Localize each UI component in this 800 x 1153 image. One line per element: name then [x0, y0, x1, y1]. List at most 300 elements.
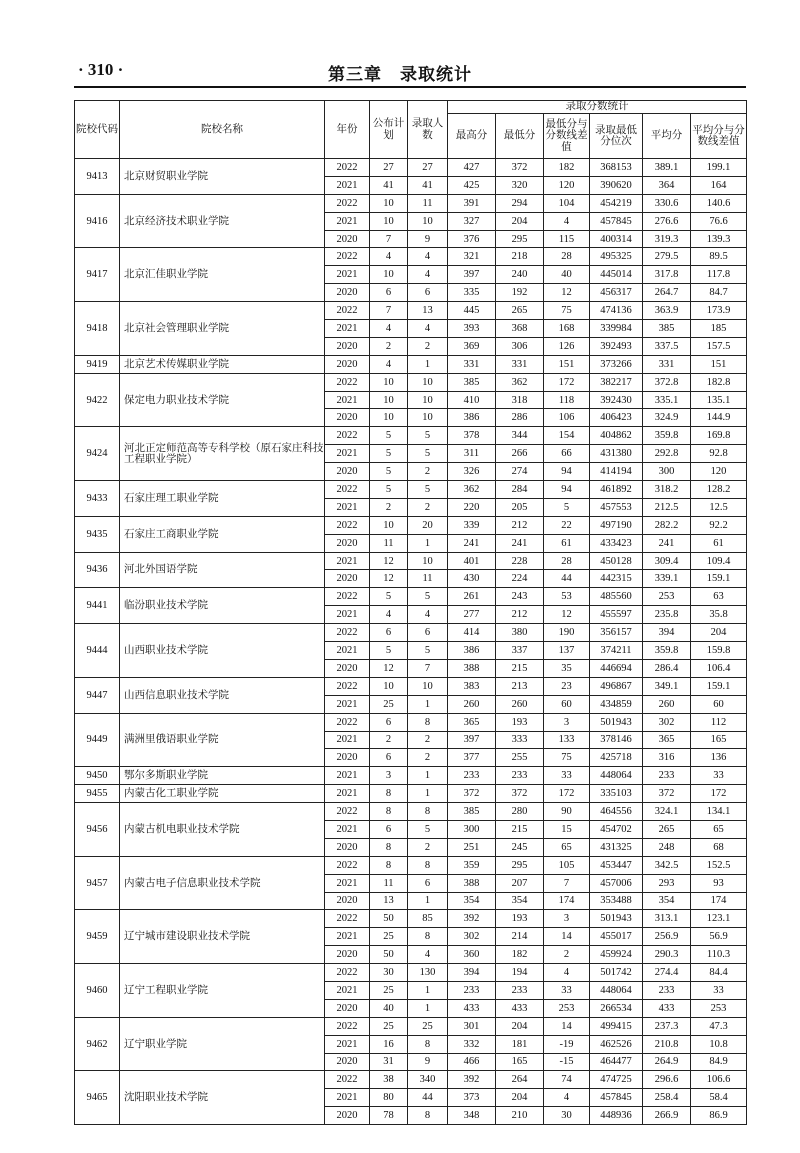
min-rank-cell: 501943 — [590, 910, 643, 928]
min-rank-cell: 454219 — [590, 194, 643, 212]
plan-cell: 50 — [370, 910, 408, 928]
school-name: 北京财贸职业学院 — [120, 159, 325, 195]
year-cell: 2021 — [325, 320, 370, 338]
admitted-cell: 2 — [408, 749, 448, 767]
min-rank-cell: 373266 — [590, 355, 643, 373]
min-score-cell: 295 — [496, 230, 544, 248]
max-score-cell: 388 — [448, 874, 496, 892]
min-score-cell: 204 — [496, 1017, 544, 1035]
max-score-cell: 277 — [448, 606, 496, 624]
col-header-avg: 平均分 — [643, 114, 691, 159]
max-score-cell: 261 — [448, 588, 496, 606]
max-score-cell: 233 — [448, 981, 496, 999]
plan-cell: 13 — [370, 892, 408, 910]
admitted-cell: 10 — [408, 409, 448, 427]
avg-diff-cell: 84.9 — [691, 1053, 747, 1071]
min-rank-cell: 382217 — [590, 373, 643, 391]
min-score-cell: 205 — [496, 498, 544, 516]
year-cell: 2020 — [325, 409, 370, 427]
avg-score-cell: 256.9 — [643, 928, 691, 946]
school-code: 9436 — [75, 552, 120, 588]
col-header-year: 年份 — [325, 101, 370, 159]
admitted-cell: 9 — [408, 1053, 448, 1071]
plan-cell: 16 — [370, 1035, 408, 1053]
max-score-cell: 378 — [448, 427, 496, 445]
avg-score-cell: 319.3 — [643, 230, 691, 248]
admitted-cell: 2 — [408, 731, 448, 749]
school-name: 北京社会管理职业学院 — [120, 302, 325, 356]
admitted-cell: 9 — [408, 230, 448, 248]
avg-diff-cell: 106.4 — [691, 659, 747, 677]
col-header-min: 最低分 — [496, 114, 544, 159]
min-score-cell: 333 — [496, 731, 544, 749]
avg-diff-cell: 58.4 — [691, 1089, 747, 1107]
plan-cell: 4 — [370, 248, 408, 266]
plan-cell: 10 — [370, 212, 408, 230]
plan-cell: 31 — [370, 1053, 408, 1071]
plan-cell: 30 — [370, 964, 408, 982]
min-rank-cell: 266534 — [590, 999, 643, 1017]
avg-diff-cell: 68 — [691, 838, 747, 856]
avg-diff-cell: 159.1 — [691, 570, 747, 588]
plan-cell: 8 — [370, 856, 408, 874]
school-code: 9419 — [75, 355, 120, 373]
school-name: 辽宁工程职业学院 — [120, 964, 325, 1018]
min-score-cell: 193 — [496, 713, 544, 731]
max-score-cell: 365 — [448, 713, 496, 731]
min-score-cell: 362 — [496, 373, 544, 391]
school-code: 9416 — [75, 194, 120, 248]
year-cell: 2020 — [325, 534, 370, 552]
avg-score-cell: 282.2 — [643, 516, 691, 534]
admitted-cell: 5 — [408, 820, 448, 838]
min-rank-cell: 374211 — [590, 642, 643, 660]
avg-diff-cell: 159.1 — [691, 677, 747, 695]
col-header-admitted: 录取人数 — [408, 101, 448, 159]
min-rank-cell: 368153 — [590, 159, 643, 177]
table-row — [75, 803, 747, 821]
min-rank-cell: 425718 — [590, 749, 643, 767]
year-cell: 2020 — [325, 838, 370, 856]
school-name: 石家庄理工职业学院 — [120, 481, 325, 517]
year-cell: 2020 — [325, 946, 370, 964]
min-diff-cell: 75 — [544, 749, 590, 767]
avg-score-cell: 363.9 — [643, 302, 691, 320]
year-cell: 2021 — [325, 445, 370, 463]
min-diff-cell: 182 — [544, 159, 590, 177]
year-cell: 2022 — [325, 910, 370, 928]
year-cell: 2021 — [325, 981, 370, 999]
avg-score-cell: 235.8 — [643, 606, 691, 624]
max-score-cell: 302 — [448, 928, 496, 946]
avg-diff-cell: 61 — [691, 534, 747, 552]
year-cell: 2020 — [325, 230, 370, 248]
max-score-cell: 373 — [448, 1089, 496, 1107]
admitted-cell: 44 — [408, 1089, 448, 1107]
avg-score-cell: 253 — [643, 588, 691, 606]
avg-score-cell: 318.2 — [643, 481, 691, 499]
min-diff-cell: 14 — [544, 928, 590, 946]
avg-diff-cell: 35.8 — [691, 606, 747, 624]
year-cell: 2021 — [325, 928, 370, 946]
admitted-cell: 8 — [408, 803, 448, 821]
avg-score-cell: 292.8 — [643, 445, 691, 463]
plan-cell: 3 — [370, 767, 408, 785]
min-diff-cell: 104 — [544, 194, 590, 212]
min-score-cell: 214 — [496, 928, 544, 946]
min-rank-cell: 464556 — [590, 803, 643, 821]
avg-score-cell: 258.4 — [643, 1089, 691, 1107]
min-rank-cell: 457845 — [590, 1089, 643, 1107]
avg-diff-cell: 60 — [691, 695, 747, 713]
avg-score-cell: 264.9 — [643, 1053, 691, 1071]
min-diff-cell: 23 — [544, 677, 590, 695]
admitted-cell: 41 — [408, 176, 448, 194]
plan-cell: 4 — [370, 606, 408, 624]
year-cell: 2020 — [325, 749, 370, 767]
table-row — [75, 677, 747, 695]
min-score-cell: 320 — [496, 176, 544, 194]
min-score-cell: 233 — [496, 767, 544, 785]
col-header-name: 院校名称 — [120, 101, 325, 159]
avg-diff-cell: 152.5 — [691, 856, 747, 874]
avg-diff-cell: 204 — [691, 624, 747, 642]
avg-diff-cell: 47.3 — [691, 1017, 747, 1035]
admitted-cell: 8 — [408, 1107, 448, 1125]
table-row — [75, 516, 747, 534]
min-diff-cell: 28 — [544, 248, 590, 266]
min-rank-cell: 457845 — [590, 212, 643, 230]
table-row — [75, 481, 747, 499]
min-diff-cell: -19 — [544, 1035, 590, 1053]
school-code: 9441 — [75, 588, 120, 624]
max-score-cell: 311 — [448, 445, 496, 463]
year-cell: 2020 — [325, 1053, 370, 1071]
min-score-cell: 165 — [496, 1053, 544, 1071]
min-diff-cell: 12 — [544, 284, 590, 302]
min-diff-cell: 66 — [544, 445, 590, 463]
min-score-cell: 207 — [496, 874, 544, 892]
min-diff-cell: 15 — [544, 820, 590, 838]
min-diff-cell: 3 — [544, 910, 590, 928]
max-score-cell: 335 — [448, 284, 496, 302]
year-cell: 2021 — [325, 695, 370, 713]
max-score-cell: 430 — [448, 570, 496, 588]
min-rank-cell: 356157 — [590, 624, 643, 642]
min-rank-cell: 485560 — [590, 588, 643, 606]
min-score-cell: 284 — [496, 481, 544, 499]
min-rank-cell: 442315 — [590, 570, 643, 588]
max-score-cell: 397 — [448, 731, 496, 749]
admitted-cell: 1 — [408, 892, 448, 910]
plan-cell: 5 — [370, 445, 408, 463]
avg-score-cell: 337.5 — [643, 337, 691, 355]
admitted-cell: 6 — [408, 624, 448, 642]
max-score-cell: 360 — [448, 946, 496, 964]
year-cell: 2022 — [325, 516, 370, 534]
min-score-cell: 372 — [496, 159, 544, 177]
min-rank-cell: 453447 — [590, 856, 643, 874]
table-row — [75, 427, 747, 445]
admitted-cell: 5 — [408, 588, 448, 606]
max-score-cell: 359 — [448, 856, 496, 874]
avg-diff-cell: 199.1 — [691, 159, 747, 177]
avg-score-cell: 372 — [643, 785, 691, 803]
max-score-cell: 369 — [448, 337, 496, 355]
year-cell: 2022 — [325, 248, 370, 266]
group-header-scores: 录取分数统计 — [448, 101, 747, 114]
avg-diff-cell: 92.8 — [691, 445, 747, 463]
admitted-cell: 8 — [408, 1035, 448, 1053]
min-rank-cell: 474725 — [590, 1071, 643, 1089]
school-name: 辽宁职业学院 — [120, 1017, 325, 1071]
min-diff-cell: 30 — [544, 1107, 590, 1125]
plan-cell: 10 — [370, 516, 408, 534]
min-diff-cell: 94 — [544, 463, 590, 481]
avg-score-cell: 309.4 — [643, 552, 691, 570]
min-diff-cell: 7 — [544, 874, 590, 892]
avg-score-cell: 293 — [643, 874, 691, 892]
avg-score-cell: 212.5 — [643, 498, 691, 516]
min-score-cell: 245 — [496, 838, 544, 856]
avg-score-cell: 233 — [643, 767, 691, 785]
min-diff-cell: 133 — [544, 731, 590, 749]
admitted-cell: 6 — [408, 284, 448, 302]
admitted-cell: 4 — [408, 248, 448, 266]
year-cell: 2022 — [325, 964, 370, 982]
avg-score-cell: 233 — [643, 981, 691, 999]
avg-diff-cell: 134.1 — [691, 803, 747, 821]
admitted-cell: 1 — [408, 981, 448, 999]
max-score-cell: 392 — [448, 910, 496, 928]
avg-score-cell: 316 — [643, 749, 691, 767]
year-cell: 2020 — [325, 463, 370, 481]
min-diff-cell: 90 — [544, 803, 590, 821]
avg-diff-cell: 33 — [691, 981, 747, 999]
plan-cell: 25 — [370, 981, 408, 999]
max-score-cell: 393 — [448, 320, 496, 338]
school-name: 内蒙古机电职业技术学院 — [120, 803, 325, 857]
min-diff-cell: 74 — [544, 1071, 590, 1089]
school-code: 9465 — [75, 1071, 120, 1125]
school-name: 山西信息职业技术学院 — [120, 677, 325, 713]
avg-score-cell: 210.8 — [643, 1035, 691, 1053]
min-diff-cell: 14 — [544, 1017, 590, 1035]
max-score-cell: 425 — [448, 176, 496, 194]
avg-score-cell: 290.3 — [643, 946, 691, 964]
avg-diff-cell: 151 — [691, 355, 747, 373]
plan-cell: 4 — [370, 355, 408, 373]
min-diff-cell: 60 — [544, 695, 590, 713]
min-score-cell: 266 — [496, 445, 544, 463]
max-score-cell: 339 — [448, 516, 496, 534]
year-cell: 2021 — [325, 176, 370, 194]
avg-score-cell: 276.6 — [643, 212, 691, 230]
min-score-cell: 280 — [496, 803, 544, 821]
school-code: 9444 — [75, 624, 120, 678]
school-name: 北京经济技术职业学院 — [120, 194, 325, 248]
plan-cell: 10 — [370, 194, 408, 212]
avg-score-cell: 274.4 — [643, 964, 691, 982]
avg-diff-cell: 159.8 — [691, 642, 747, 660]
min-rank-cell: 499415 — [590, 1017, 643, 1035]
min-diff-cell: 118 — [544, 391, 590, 409]
plan-cell: 40 — [370, 999, 408, 1017]
min-diff-cell: 35 — [544, 659, 590, 677]
min-rank-cell: 496867 — [590, 677, 643, 695]
min-rank-cell: 497190 — [590, 516, 643, 534]
max-score-cell: 383 — [448, 677, 496, 695]
min-score-cell: 274 — [496, 463, 544, 481]
min-diff-cell: 4 — [544, 1089, 590, 1107]
school-name: 河北外国语学院 — [120, 552, 325, 588]
avg-diff-cell: 65 — [691, 820, 747, 838]
min-score-cell: 204 — [496, 212, 544, 230]
min-diff-cell: 253 — [544, 999, 590, 1017]
min-diff-cell: 4 — [544, 212, 590, 230]
school-name: 北京汇佳职业学院 — [120, 248, 325, 302]
min-rank-cell: 431325 — [590, 838, 643, 856]
min-diff-cell: 172 — [544, 785, 590, 803]
school-name: 满洲里俄语职业学院 — [120, 713, 325, 767]
avg-diff-cell: 139.3 — [691, 230, 747, 248]
plan-cell: 2 — [370, 498, 408, 516]
max-score-cell: 414 — [448, 624, 496, 642]
admitted-cell: 5 — [408, 481, 448, 499]
plan-cell: 38 — [370, 1071, 408, 1089]
admitted-cell: 5 — [408, 445, 448, 463]
admission-statistics-table — [74, 100, 747, 1125]
avg-score-cell: 296.6 — [643, 1071, 691, 1089]
avg-diff-cell: 157.5 — [691, 337, 747, 355]
min-score-cell: 241 — [496, 534, 544, 552]
school-name: 内蒙古电子信息职业技术学院 — [120, 856, 325, 910]
plan-cell: 25 — [370, 695, 408, 713]
avg-score-cell: 266.9 — [643, 1107, 691, 1125]
min-diff-cell: 168 — [544, 320, 590, 338]
max-score-cell: 433 — [448, 999, 496, 1017]
admitted-cell: 340 — [408, 1071, 448, 1089]
header-rule — [74, 86, 746, 88]
avg-score-cell: 335.1 — [643, 391, 691, 409]
min-score-cell: 233 — [496, 981, 544, 999]
school-code: 9433 — [75, 481, 120, 517]
min-score-cell: 260 — [496, 695, 544, 713]
min-score-cell: 181 — [496, 1035, 544, 1053]
plan-cell: 80 — [370, 1089, 408, 1107]
plan-cell: 5 — [370, 642, 408, 660]
min-diff-cell: 3 — [544, 713, 590, 731]
min-diff-cell: 172 — [544, 373, 590, 391]
year-cell: 2021 — [325, 606, 370, 624]
admitted-cell: 10 — [408, 212, 448, 230]
year-cell: 2022 — [325, 713, 370, 731]
min-rank-cell: 454702 — [590, 820, 643, 838]
avg-diff-cell: 93 — [691, 874, 747, 892]
avg-diff-cell: 253 — [691, 999, 747, 1017]
avg-diff-cell: 128.2 — [691, 481, 747, 499]
min-score-cell: 318 — [496, 391, 544, 409]
plan-cell: 50 — [370, 946, 408, 964]
col-header-avg-diff: 平均分与分数线差值 — [691, 114, 747, 159]
admitted-cell: 10 — [408, 391, 448, 409]
admitted-cell: 1 — [408, 999, 448, 1017]
admitted-cell: 10 — [408, 677, 448, 695]
min-diff-cell: 190 — [544, 624, 590, 642]
admitted-cell: 20 — [408, 516, 448, 534]
year-cell: 2021 — [325, 785, 370, 803]
min-rank-cell: 462526 — [590, 1035, 643, 1053]
max-score-cell: 241 — [448, 534, 496, 552]
min-diff-cell: 174 — [544, 892, 590, 910]
min-score-cell: 337 — [496, 642, 544, 660]
school-code: 9418 — [75, 302, 120, 356]
admitted-cell: 5 — [408, 642, 448, 660]
avg-score-cell: 324.1 — [643, 803, 691, 821]
min-rank-cell: 464477 — [590, 1053, 643, 1071]
table-row — [75, 1017, 747, 1035]
min-rank-cell: 445014 — [590, 266, 643, 284]
avg-score-cell: 286.4 — [643, 659, 691, 677]
max-score-cell: 332 — [448, 1035, 496, 1053]
avg-diff-cell: 86.9 — [691, 1107, 747, 1125]
max-score-cell: 327 — [448, 212, 496, 230]
avg-diff-cell: 135.1 — [691, 391, 747, 409]
avg-diff-cell: 173.9 — [691, 302, 747, 320]
plan-cell: 5 — [370, 427, 408, 445]
avg-diff-cell: 56.9 — [691, 928, 747, 946]
min-score-cell: 215 — [496, 659, 544, 677]
year-cell: 2022 — [325, 427, 370, 445]
admitted-cell: 25 — [408, 1017, 448, 1035]
plan-cell: 2 — [370, 731, 408, 749]
year-cell: 2021 — [325, 874, 370, 892]
avg-score-cell: 359.8 — [643, 642, 691, 660]
min-rank-cell: 448936 — [590, 1107, 643, 1125]
admitted-cell: 8 — [408, 856, 448, 874]
min-score-cell: 213 — [496, 677, 544, 695]
plan-cell: 78 — [370, 1107, 408, 1125]
school-code: 9460 — [75, 964, 120, 1018]
min-rank-cell: 459924 — [590, 946, 643, 964]
min-rank-cell: 431380 — [590, 445, 643, 463]
plan-cell: 6 — [370, 713, 408, 731]
admitted-cell: 1 — [408, 355, 448, 373]
year-cell: 2021 — [325, 1035, 370, 1053]
table-row — [75, 194, 747, 212]
min-diff-cell: 120 — [544, 176, 590, 194]
avg-score-cell: 241 — [643, 534, 691, 552]
min-score-cell: 265 — [496, 302, 544, 320]
min-rank-cell: 353488 — [590, 892, 643, 910]
min-score-cell: 193 — [496, 910, 544, 928]
min-rank-cell: 457553 — [590, 498, 643, 516]
school-name: 沈阳职业技术学院 — [120, 1071, 325, 1125]
year-cell: 2021 — [325, 642, 370, 660]
year-cell: 2021 — [325, 1089, 370, 1107]
year-cell: 2020 — [325, 892, 370, 910]
year-cell: 2022 — [325, 302, 370, 320]
min-score-cell: 218 — [496, 248, 544, 266]
table-row — [75, 910, 747, 928]
min-rank-cell: 446694 — [590, 659, 643, 677]
min-rank-cell: 434859 — [590, 695, 643, 713]
min-score-cell: 240 — [496, 266, 544, 284]
min-rank-cell: 390620 — [590, 176, 643, 194]
school-name: 内蒙古化工职业学院 — [120, 785, 325, 803]
year-cell: 2021 — [325, 498, 370, 516]
max-score-cell: 251 — [448, 838, 496, 856]
